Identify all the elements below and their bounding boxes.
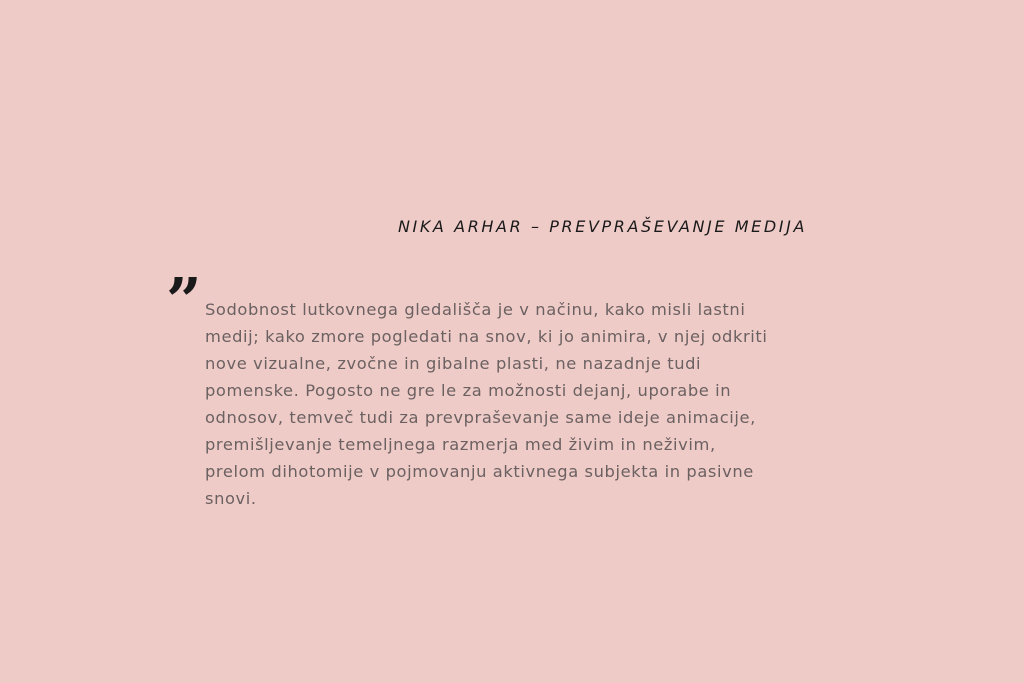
quotation-mark-icon: ” bbox=[166, 264, 198, 337]
quote-line: snovi. bbox=[205, 489, 257, 508]
quote-text bbox=[205, 296, 815, 512]
quote-line: prelom dihotomije v pojmovanju aktivnega subjekta in pasivne bbox=[205, 462, 754, 481]
quote-attribution: NIKA ARHAR – PREVPRAŠEVANJE MEDIJA bbox=[397, 217, 807, 236]
quote-line: Sodobnost lutkovnega gledališča je v načinu, kako misli lastni bbox=[205, 300, 746, 319]
quote-line: odnosov, temveč tudi za prevpraševanje same ideje animacije, bbox=[205, 408, 756, 427]
quote-line: pomenske. Pogosto ne gre le za možnosti dejanj, uporabe in bbox=[205, 381, 732, 400]
quote-line: nove vizualne, zvočne in gibalne plasti, ne nazadnje tudi bbox=[205, 354, 702, 373]
quote-line: premišljevanje temeljnega razmerja med živim in neživim, bbox=[205, 435, 716, 454]
quote-line: medij; kako zmore pogledati na snov, ki jo animira, v njej odkriti bbox=[205, 327, 768, 346]
